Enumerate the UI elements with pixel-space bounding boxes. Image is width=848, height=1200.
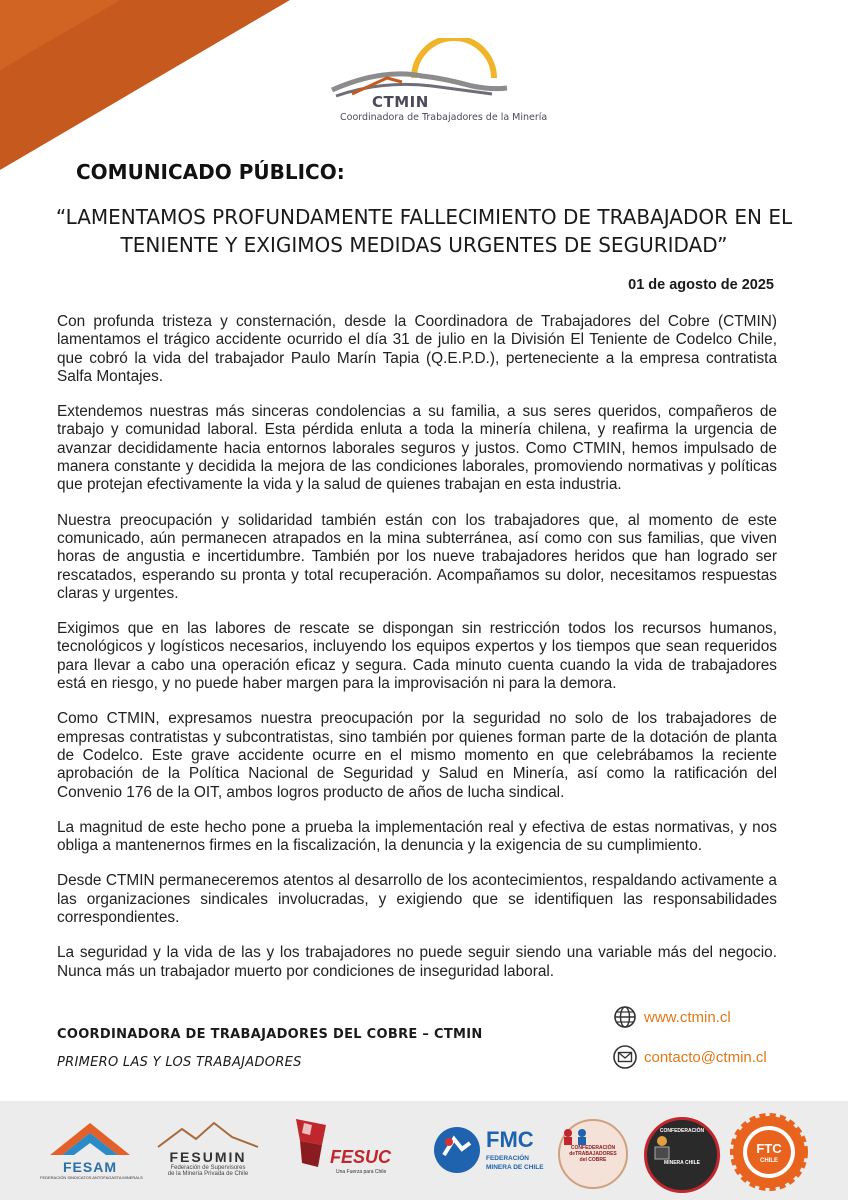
signature-motto: PRIMERO LAS Y LOS TRABAJADORES <box>57 1055 302 1070</box>
statement-date: 01 de agosto de 2025 <box>628 277 774 293</box>
paragraph: Con profunda tristeza y consternación, desde la Coordinadora de Trabajadores del Cobre (CTMIN) lamentamos el trágico accidente ocurrido el día 31 de julio en la División El Teniente de Codelco Chile, que cobró la vida del trabajador Paulo Marín Tapia (Q.E.P.D.), perteneciente a la empresa contratista Salfa Montajes. <box>57 313 777 385</box>
confederacion-cobre-logo <box>558 1119 628 1189</box>
paragraph: Desde CTMIN permaneceremos atentos al desarrollo de los acontecimientos, respaldando activamente a las organizaciones sindicales involucradas, y exigiendo que se identifiquen las responsabilidades correspondientes. <box>57 872 777 927</box>
page-title: COMUNICADO PÚBLICO: <box>76 160 345 184</box>
fesumin-mountain-icon <box>152 1119 264 1149</box>
globe-icon <box>612 1004 638 1030</box>
fesumin-name: FESUMIN <box>169 1149 247 1165</box>
paragraph: La seguridad y la vida de las y los trabajadores no puede seguir siendo una variable más del negocio. Nunca más un trabajador muerto por condiciones de inseguridad laboral. <box>57 944 777 980</box>
ftc-name: FTC <box>756 1141 782 1156</box>
paragraph: Exigimos que en las labores de rescate se dispongan sin restricción todos los recursos humanos, tecnológicos y logísticos necesarios, incluyendo los equipos expertos y los tiempos que sean requeridos para llevar a cabo una operación eficaz y segura. Cada minuto cuenta cuando la vida de trabajadores está en riesgo, y no puede haber margen para la improvisación ni para la demora. <box>57 620 777 693</box>
fesam-subtitle: FEDERACIÓN SINDICATOS ANTOFAGASTA MINERALS <box>40 1175 143 1180</box>
fmc-emblem-icon <box>432 1125 482 1175</box>
confederacion-cobre-line2: deTRABAJADORES <box>569 1151 617 1157</box>
footer-logos <box>0 1101 848 1200</box>
fesumin-subtitle-2: de la Minería Privada de Chile <box>167 1171 249 1177</box>
signature-org: COORDINADORA DE TRABAJADORES DEL COBRE – CTMIN <box>57 1027 483 1042</box>
confederacion-minera-line2: MINERA CHILE <box>664 1160 700 1166</box>
email-link[interactable] <box>612 1044 767 1070</box>
confederacion-minera-line1: CONFEDERACIÓN <box>659 1128 705 1134</box>
logo-name: CTMIN <box>372 93 429 111</box>
fmc-name: FMC <box>486 1127 534 1152</box>
email-text[interactable]: contacto@ctmin.cl <box>644 1048 767 1066</box>
paragraph: Como CTMIN, expresamos nuestra preocupación por la seguridad no solo de los trabajadores de empresas contratistas y subcontratistas, sino también por quienes forman parte de la dotación de planta de Codelco. Este grave accidente ocurre en el mismo momento en que celebrábamos la reciente aprobación de la Política Nacional de Seguridad y Salud en Minería, así como la ratificación del Convenio 176 de la OIT, ambos logros producto de años de lucha sindical. <box>57 710 777 801</box>
fesuc-subtitle: Una Fuerza para Chile <box>336 1169 387 1175</box>
confederacion-cobre-line1: CONFEDERACIÓN <box>570 1145 616 1151</box>
paragraph: La magnitud de este hecho pone a prueba la implementación real y efectiva de estas normativas, y nos obliga a mantenernos firmes en la fiscalización, la denuncia y la exigencia de su cumplimiento. <box>57 818 777 855</box>
fesuc-flag-icon <box>292 1115 332 1177</box>
fesam-mark-icon <box>40 1115 140 1159</box>
statement-body <box>57 313 777 998</box>
paragraph: Extendemos nuestras más sinceras condolencias a su familia, a sus seres queridos, compañeros de trabajo y comunidad laboral. Esta pérdida enluta a toda la minería chilena, y reafirma la urgencia de avanzar decididamente hacia entornos laborales seguros y justos. Como CTMIN, hemos impulsado de manera constante y decidida la mejora de las condiciones laborales, promoviendo normativas y políticas que protejan efectivamente la vida y la salud de quienes trabajan en esta industria. <box>57 403 777 494</box>
corner-decoration <box>0 0 300 180</box>
logo-subtitle: Coordinadora de Trabajadores de la Minería <box>340 112 548 123</box>
statement-headline: “LAMENTAMOS PROFUNDAMENTE FALLECIMIENTO DE TRABAJADOR EN EL TENIENTE Y EXIGIMOS MEDIDAS URGENTES DE SEGURIDAD” <box>55 205 793 257</box>
fmc-subtitle-1: FEDERACIÓN <box>486 1155 529 1162</box>
fesumin-logo <box>152 1119 264 1189</box>
ftc-subtitle: CHILE <box>760 1158 778 1164</box>
workers-icon <box>560 1127 590 1145</box>
fesuc-name: FESUC <box>330 1147 392 1167</box>
fesumin-subtitle-1: Federación de Supervisores <box>170 1165 246 1171</box>
ftc-logo <box>730 1113 808 1191</box>
fesam-logo <box>40 1115 143 1185</box>
fesuc-logo <box>292 1115 412 1187</box>
paragraph: Nuestra preocupación y solidaridad también están con los trabajadores que, al momento de este comunicado, aún permanecen atrapados en la mina subterránea, así como con sus familias, que viven horas de angustia e incertidumbre. También por los nueve trabajadores heridos que han logrado ser rescatados, esperando su pronta y total recuperación. Acompañamos su dolor, necesitamos respuestas claras y urgentes. <box>57 511 777 602</box>
fesam-name: FESAM <box>63 1159 117 1175</box>
website-text[interactable]: www.ctmin.cl <box>644 1008 731 1026</box>
envelope-icon <box>612 1044 638 1070</box>
miner-icon <box>647 1134 677 1160</box>
confederacion-cobre-line3: del COBRE <box>579 1157 607 1163</box>
fmc-subtitle-2: MINERA DE CHILE <box>486 1164 544 1171</box>
website-link[interactable] <box>612 1004 731 1030</box>
confederacion-minera-logo <box>644 1117 720 1193</box>
fmc-logo <box>432 1125 542 1185</box>
